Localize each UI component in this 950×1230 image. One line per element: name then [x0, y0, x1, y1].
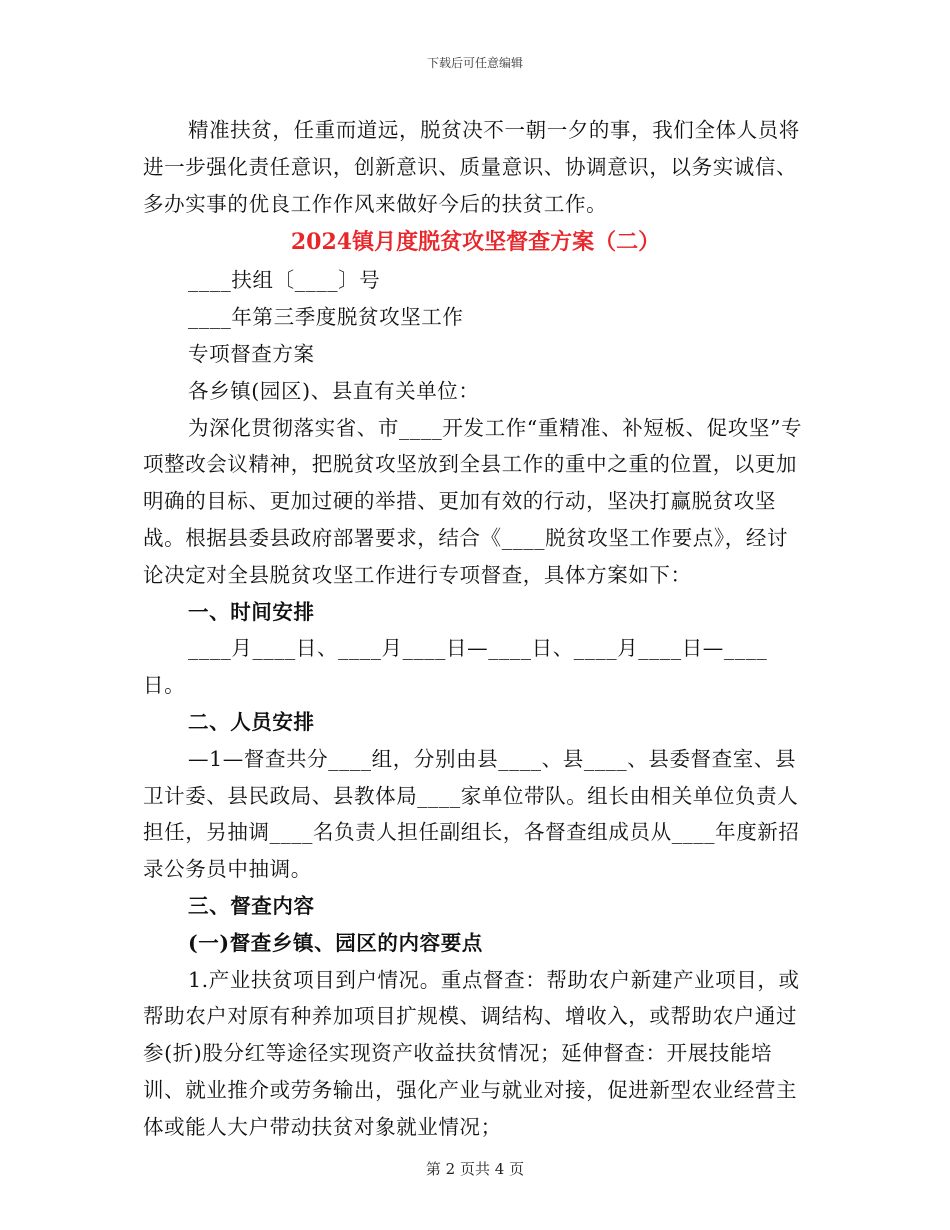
intro-purpose-paragraph: 为深化贯彻落实省、市____开发工作“重精准、补短板、促攻坚”专项整改会议精神，把脱贫攻坚放到全县工作的重中之重的位置，以更加明确的目标、更加过硬的举措、更加有效的行动，坚决打赢脱贫攻坚战。根据县委县政府部署要求，结合《____脱贫攻坚工作要点》，经讨论决定对全县脱贫攻坚工作进行专项督查，具体方案如下：: [143, 415, 803, 587]
section-time-heading: 一、时间安排: [188, 599, 315, 624]
section-content-subheading: (一)督查乡镇、园区的内容要点: [188, 930, 483, 955]
addressee-line: 各乡镇(园区)、县直有关单位：: [188, 378, 480, 403]
section-staff-heading: 二、人员安排: [188, 709, 315, 734]
page-footer: 第 2 页共 4 页: [425, 1160, 525, 1178]
section-content-item-1: 1.产业扶贫项目到户情况。重点督查：帮助农户新建产业项目，或帮助农户对原有种养加项目扩规模、调结构、增收入，或帮助农户通过参(折)股分红等途径实现资产收益扶贫情况；延伸督查：开展技能培训、就业推介或劳务输出，强化产业与就业对接，促进新型农业经营主体或能人大户带动扶贫对象就业情况；: [143, 967, 800, 1139]
intro-paragraph: 精准扶贫，任重而道远，脱贫决不一朝一夕的事，我们全体人员将进一步强化责任意识，创新意识、质量意识、协调意识，以务实诚信、多办实事的优良工作作风来做好今后的扶贫工作。: [143, 118, 800, 216]
document-number: ____扶组〔____〕号: [188, 268, 381, 293]
document-subtitle-line-1: ____年第三季度脱贫攻坚工作: [188, 305, 464, 330]
page-header: 下载后可任意编辑: [426, 56, 523, 70]
document-body: [143, 112, 808, 1146]
section-time-body: ____月____日、____月____日—____日、____月____日—____日。: [143, 636, 768, 698]
document-title: 2024镇月度脱贫攻坚督查方案（二）: [290, 229, 661, 256]
section-content-heading: 三、督查内容: [188, 893, 315, 918]
document-subtitle-line-2: 专项督查方案: [188, 341, 315, 366]
section-staff-body: —1—督查共分____组，分别由县____、县____、县委督查室、县卫计委、县民政局、县教体局____家单位带队。组长由相关单位负责人担任，另抽调____名负责人担任副组长，各督查组成员从____年度新招录公务员中抽调。: [143, 746, 800, 882]
